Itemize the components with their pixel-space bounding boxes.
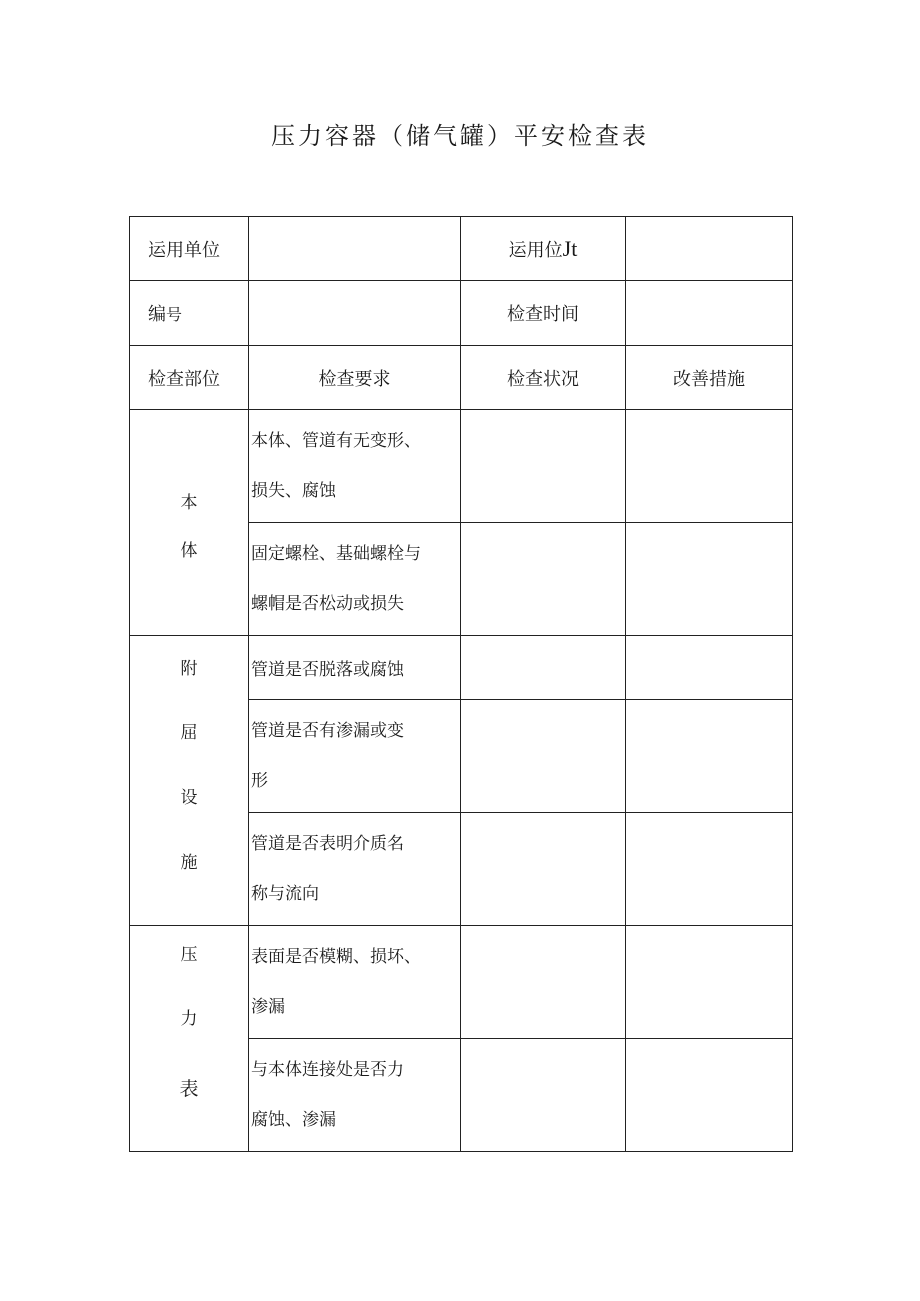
part-char: 设	[180, 788, 198, 808]
requirement-line: 渗漏	[251, 997, 285, 1017]
number-label-a: 编	[148, 304, 166, 325]
requirement-line: 损失、腐蚀	[251, 481, 336, 501]
measure-cell[interactable]	[626, 410, 793, 523]
status-cell[interactable]	[461, 813, 626, 926]
measure-cell[interactable]	[626, 813, 793, 926]
status-cell[interactable]	[461, 523, 626, 636]
requirement-cell	[249, 700, 461, 813]
header-status: 检查状况	[461, 346, 626, 410]
location-label-tail: Jt	[562, 235, 578, 261]
status-cell[interactable]	[461, 410, 626, 523]
requirement-line: 与本体连接处是否力	[251, 1060, 404, 1080]
requirement-line: 形	[251, 771, 268, 791]
status-cell[interactable]	[461, 926, 626, 1039]
measure-cell[interactable]	[626, 523, 793, 636]
part-char: 力	[180, 1009, 198, 1029]
requirement-line: 腐蚀、渗漏	[251, 1110, 336, 1130]
header-requirement: 检查要求	[249, 346, 461, 410]
part-char: 压	[180, 945, 198, 965]
measure-cell[interactable]	[626, 700, 793, 813]
unit-label: 运用单位	[130, 217, 249, 281]
part-char: 表	[179, 1078, 199, 1100]
measure-cell[interactable]	[626, 1039, 793, 1152]
number-label-b: 号	[166, 305, 183, 324]
measure-cell[interactable]	[626, 636, 793, 700]
part-char: 施	[180, 853, 198, 873]
table-row	[130, 636, 793, 700]
table-row	[130, 410, 793, 523]
requirement-line: 表面是否模糊、损坏、	[251, 947, 421, 967]
part-char: 附	[180, 659, 198, 679]
page-title: 压力容器（储气罐）平安检查表	[271, 122, 649, 150]
measure-cell[interactable]	[626, 926, 793, 1039]
time-label: 检查时间	[461, 281, 626, 346]
part-cell-pressure-gauge	[130, 926, 249, 1152]
info-row-number	[130, 281, 793, 346]
info-row-unit	[130, 217, 793, 281]
part-cell-attachments	[130, 636, 249, 926]
part-char: 体	[180, 541, 198, 561]
status-cell[interactable]	[461, 636, 626, 700]
requirement-line: 称与流向	[251, 884, 319, 904]
part-cell-body	[130, 410, 249, 636]
inspection-table	[129, 216, 793, 1152]
requirement-cell	[249, 1039, 461, 1152]
header-part: 检查部位	[130, 346, 249, 410]
number-value-cell[interactable]	[249, 281, 461, 346]
requirement-line: 管道是否有渗漏或变	[251, 721, 404, 741]
location-value-cell[interactable]	[626, 217, 793, 281]
status-cell[interactable]	[461, 1039, 626, 1152]
requirement-cell	[249, 926, 461, 1039]
status-cell[interactable]	[461, 700, 626, 813]
number-label	[130, 281, 249, 346]
requirement-cell	[249, 523, 461, 636]
requirement-line: 螺帽是否松动或损失	[251, 594, 404, 614]
unit-value-cell[interactable]	[249, 217, 461, 281]
time-value-cell[interactable]	[626, 281, 793, 346]
header-measures: 改善措施	[626, 346, 793, 410]
location-label	[461, 217, 626, 281]
location-label-main: 运用位	[508, 239, 563, 261]
requirement-cell	[249, 410, 461, 523]
requirement-line: 固定螺栓、基础螺栓与	[251, 544, 421, 564]
header-row	[130, 346, 793, 410]
requirement-cell	[249, 813, 461, 926]
table-row	[130, 926, 793, 1039]
requirement-line: 管道是否脱落或腐蚀	[251, 660, 404, 680]
requirement-line: 本体、管道有无变形、	[251, 431, 421, 451]
requirement-line: 管道是否表明介质名	[251, 834, 404, 854]
part-char: 屈	[180, 723, 198, 743]
requirement-cell	[249, 636, 461, 700]
part-char: 本	[180, 493, 198, 513]
